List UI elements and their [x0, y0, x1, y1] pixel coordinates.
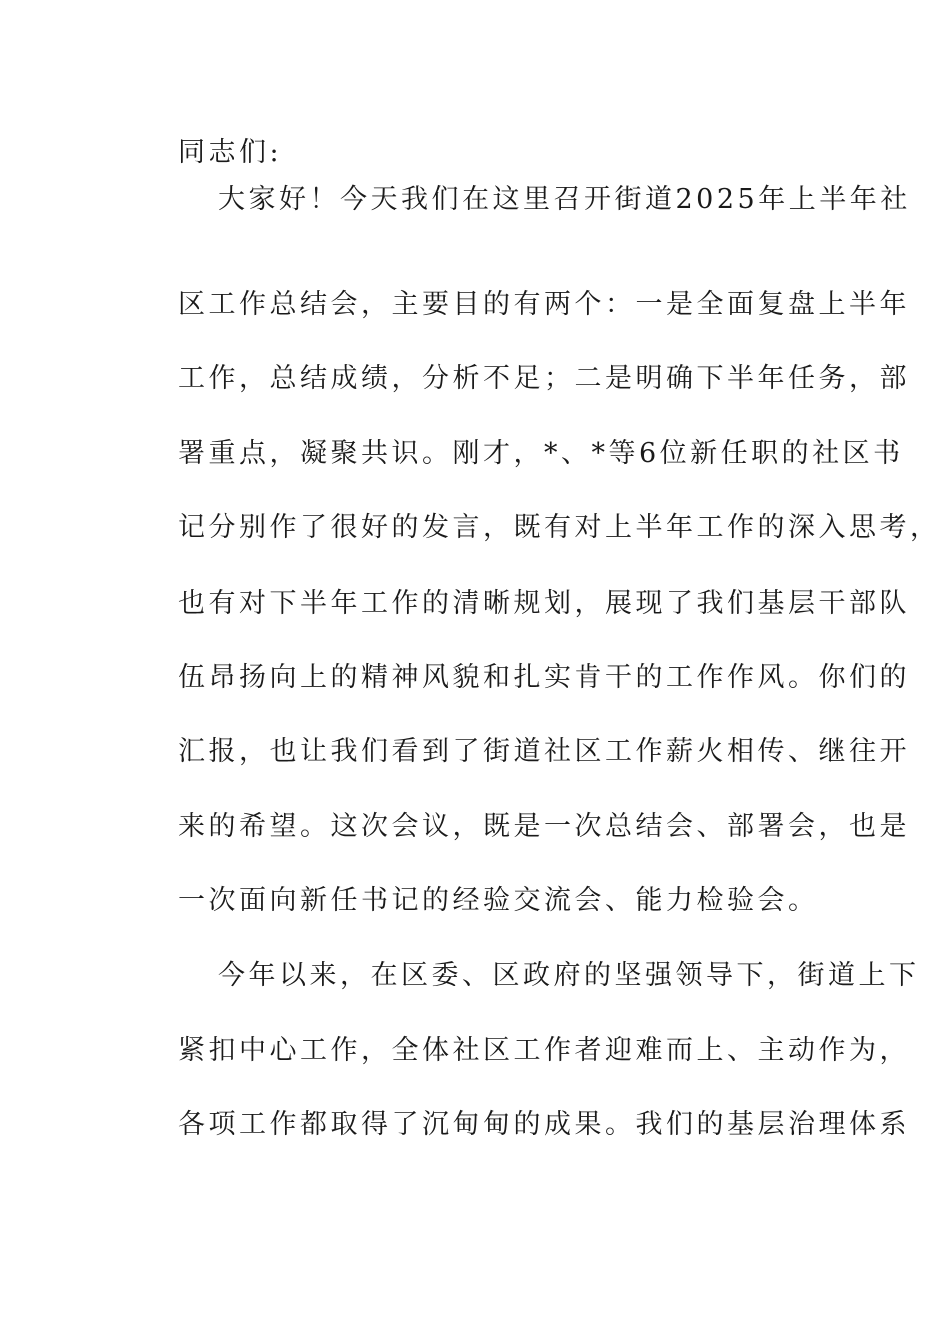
paragraph-1-line-6: 也有对下半年工作的清晰规划，展现了我们基层干部队 [178, 588, 910, 619]
paragraph-1-line-9: 来的希望。这次会议，既是一次总结会、部署会，也是 [178, 811, 910, 842]
paragraph-1-line-2: 区工作总结会，主要目的有两个：一是全面复盘上半年 [178, 289, 910, 320]
paragraph-1-line-1: 大家好！今天我们在这里召开街道2025年上半年社 [218, 184, 911, 215]
paragraph-1-line-7: 伍昂扬向上的精神风貌和扎实肯干的工作作风。你们的 [178, 662, 910, 693]
paragraph-1-line-3: 工作，总结成绩，分析不足；二是明确下半年任务，部 [178, 363, 910, 394]
paragraph-2-line-3: 各项工作都取得了沉甸甸的成果。我们的基层治理体系 [178, 1109, 910, 1140]
salutation: 同志们: [178, 137, 283, 168]
paragraph-1-line-4: 署重点，凝聚共识。刚才，*、*等6位新任职的社区书 [178, 438, 904, 469]
paragraph-1-line-5: 记分别作了很好的发言，既有对上半年工作的深入思考， [178, 512, 941, 543]
paragraph-1-line-10: 一次面向新任书记的经验交流会、能力检验会。 [178, 885, 819, 916]
paragraph-2-line-1: 今年以来，在区委、区政府的坚强领导下，街道上下 [218, 960, 920, 991]
paragraph-1-line-8: 汇报，也让我们看到了街道社区工作薪火相传、继往开 [178, 736, 910, 767]
paragraph-2-line-2: 紧扣中心工作，全体社区工作者迎难而上、主动作为， [178, 1035, 910, 1066]
